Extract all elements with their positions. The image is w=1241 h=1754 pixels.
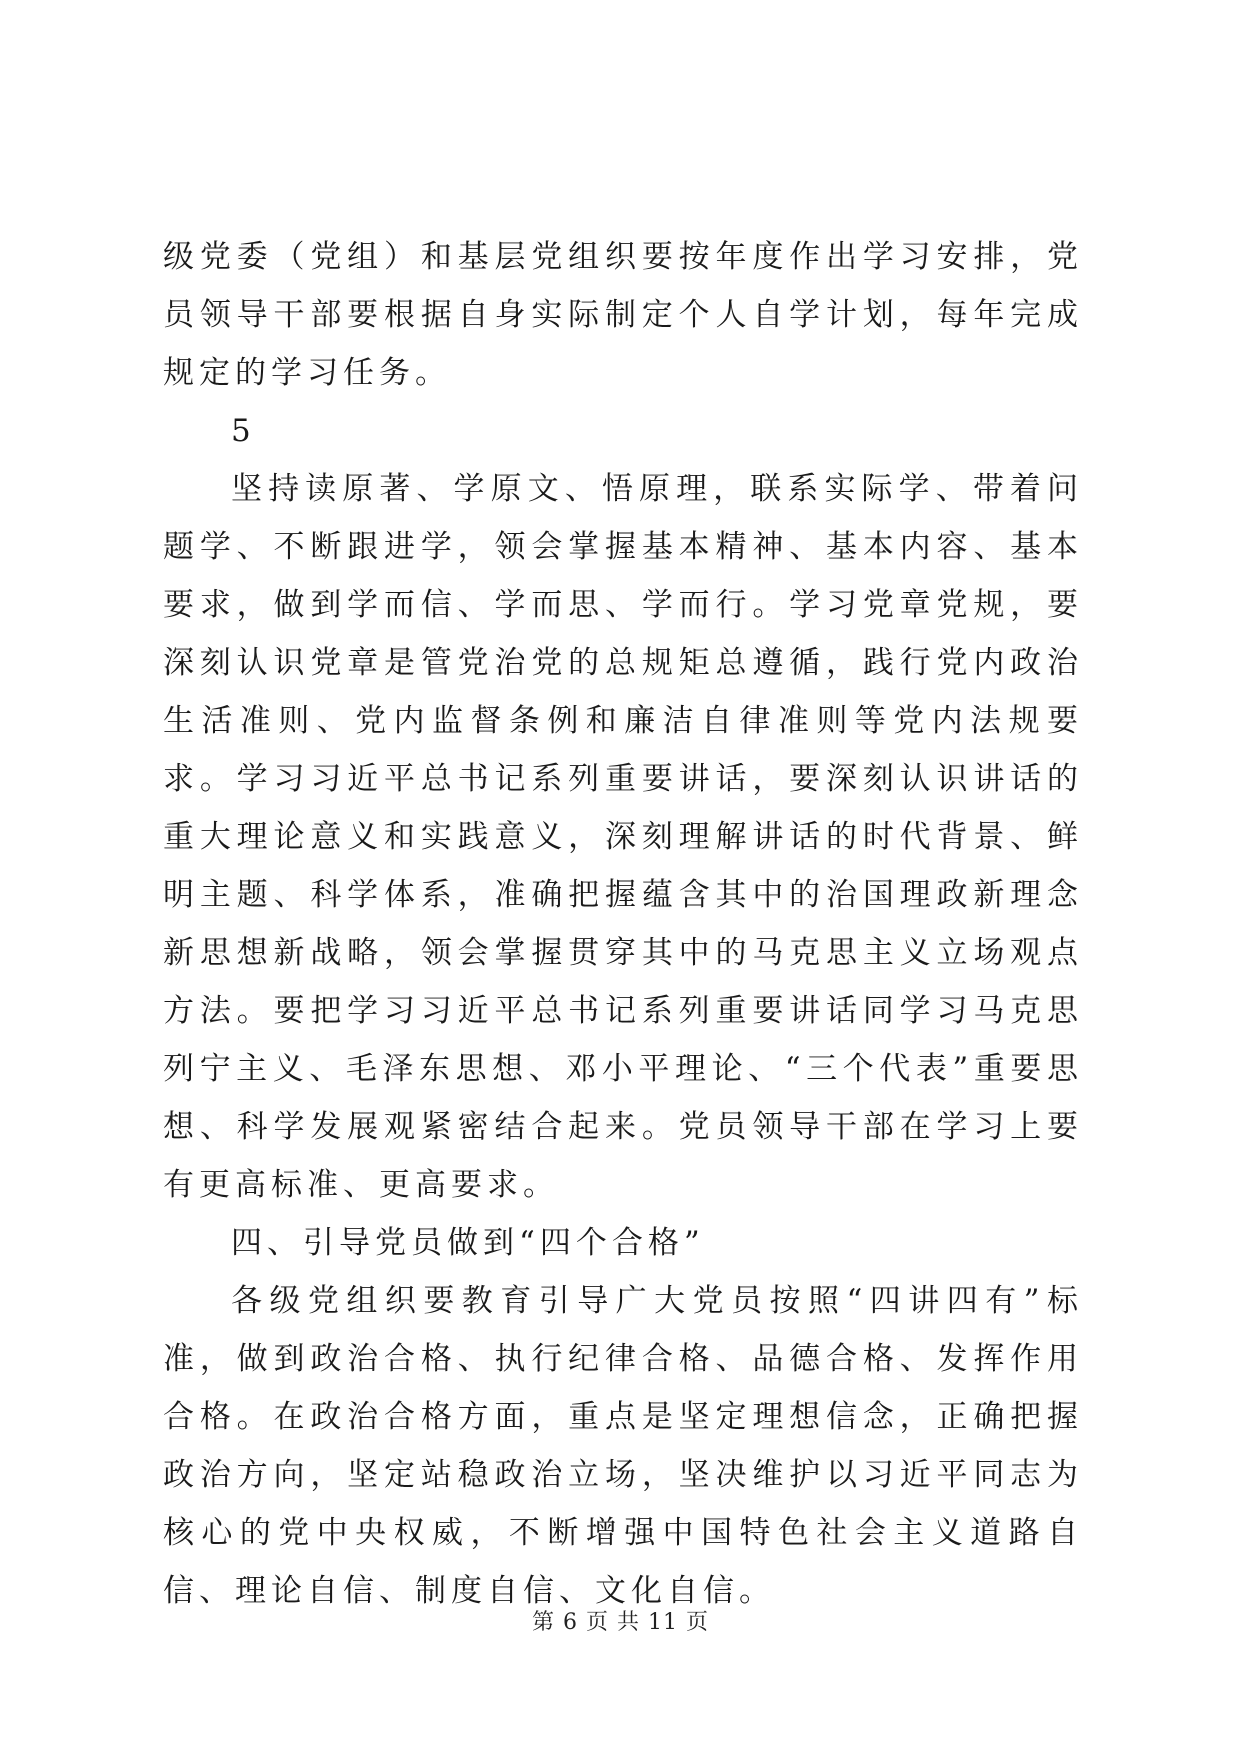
paragraph-number-label: 5 [231, 413, 256, 449]
document-body [163, 228, 1083, 1620]
paragraph-continuation: 级党委（党组）和基层党组织要按年度作出学习安排，党员领导干部要根据自身实际制定个人自学计划，每年完成规定的学习任务。 [163, 239, 1083, 391]
paragraph-four-qualifications: 各级党组织要教育引导广大党员按照“四讲四有”标准，做到政治合格、执行纪律合格、品德合格、发挥作用合格。在政治合格方面，重点是坚定理想信念，正确把握政治方向，坚定站稳政治立场，坚决维护以习近平同志为核心的党中央权威，不断增强中国特色社会主义道路自信、理论自信、制度自信、文化自信。 [163, 1283, 1083, 1609]
paragraph-study-requirements: 坚持读原著、学原文、悟原理，联系实际学、带着问题学、不断跟进学，领会掌握基本精神、基本内容、基本要求，做到学而信、学而思、学而行。学习党章党规，要深刻认识党章是管党治党的总规矩总遵循，践行党内政治生活准则、党内监督条例和廉洁自律准则等党内法规要求。学习习近平总书记系列重要讲话，要深刻认识讲话的重大理论意义和实践意义，深刻理解讲话的时代背景、鲜明主题、科学体系，准确把握蕴含其中的治国理政新理念新思想新战略，领会掌握贯穿其中的马克思主义立场观点方法。要把学习习近平总书记系列重要讲话同学习马克思列宁主义、毛泽东思想、邓小平理论、“三个代表”重要思想、科学发展观紧密结合起来。党员领导干部在学习上要有更高标准、更高要求。 [163, 471, 1083, 1203]
section-heading: 四、引导党员做到“四个合格” [231, 1225, 705, 1261]
page-footer: 第 6 页 共 11 页 [532, 1610, 709, 1635]
